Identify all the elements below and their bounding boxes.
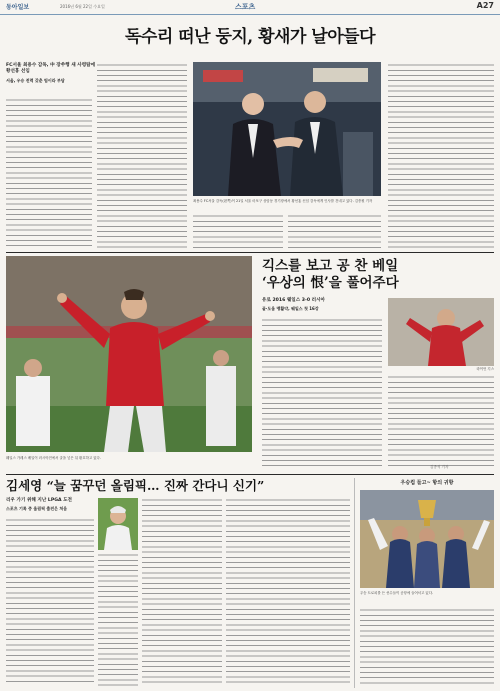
bottom-subheadline-1: 리우 가기 위해 지난 LPGA 도전	[6, 498, 72, 503]
issue-date: 2016년 6월 22일 수요일	[60, 4, 105, 9]
bottom-subheadline-2: 스포츠 기록 중 올림픽 출전은 처음	[6, 506, 68, 511]
giggs-photo	[388, 298, 494, 366]
mid-article-col-2	[388, 375, 494, 468]
caption-text: 최용수 FC서울 감독(왼쪽)이 21일 서울 마포구 상암동 경기장에서 황선홍 신임 감독에게 인사를 건네고 있다.	[193, 199, 354, 203]
bale-photo-caption	[6, 456, 252, 470]
top-subheadline-2: 서울, 우승 전력 갖춘 팀이라 부담	[6, 78, 65, 83]
top-article-col-5	[388, 63, 494, 248]
page-number: A27	[476, 1, 494, 10]
mid-headline	[262, 258, 494, 292]
top-article-col-1	[6, 98, 92, 248]
coaches-photo	[193, 62, 381, 196]
section-divider-2	[6, 474, 494, 475]
bottom-article-col-3	[142, 498, 222, 686]
top-headline: 독수리 떠난 둥지, 황새가 날아들다	[125, 27, 375, 47]
caption-text: 웨일스 가레스 베일이 러시아전에서 골을 넣은 뒤 환호하고 있다.	[6, 456, 101, 460]
side-title: 우승컵 들고~ 항의 귀항	[400, 480, 454, 486]
coaches-photo-caption	[193, 199, 381, 209]
section-name: 스포츠	[235, 3, 256, 11]
masthead	[0, 0, 500, 15]
golfer-photo	[98, 498, 138, 550]
mid-article-col-1	[262, 318, 382, 468]
caption-credit: 김종원 기자	[354, 199, 373, 203]
top-article-col-3	[193, 214, 283, 248]
bottom-headline: 김세영 “늘 꿈꾸던 올림픽… 진짜 간다니 신기”	[6, 478, 265, 493]
mid-headline-line-1: 긱스를 보고 공 찬 베일	[262, 258, 399, 274]
bottom-article-col-4	[226, 498, 350, 686]
trophy-photo	[360, 490, 494, 588]
giggs-photo-caption: 라이언 긱스	[476, 367, 494, 371]
mid-headline-line-2: ‘우상의 恨’을 풀어주다	[262, 275, 399, 291]
bottom-article-col-2	[98, 553, 138, 686]
column-divider	[354, 478, 355, 688]
section-divider-1	[6, 252, 494, 253]
bottom-article-col-1	[6, 518, 94, 686]
paper-name: 동아일보	[6, 4, 30, 11]
mid-subheadline-1: 유로 2016 웨일스 3-0 러시아	[262, 298, 325, 303]
top-article-col-2	[97, 63, 187, 248]
top-subheadline-1: FC서울 최용수 감독, 中 장쑤행 새 사령탑에 황선홍 선임	[6, 63, 96, 74]
bale-photo	[6, 256, 252, 452]
top-article-col-4	[288, 214, 381, 248]
mid-subheadline-2: 골·도움 맹활약, 웨일스 첫 16강	[262, 306, 319, 311]
trophy-photo-caption: 우승 트로피를 든 선수들이 공항에 들어서고 있다.	[360, 591, 434, 595]
side-article	[360, 608, 494, 686]
mid-byline: 김종석 기자	[430, 465, 449, 469]
